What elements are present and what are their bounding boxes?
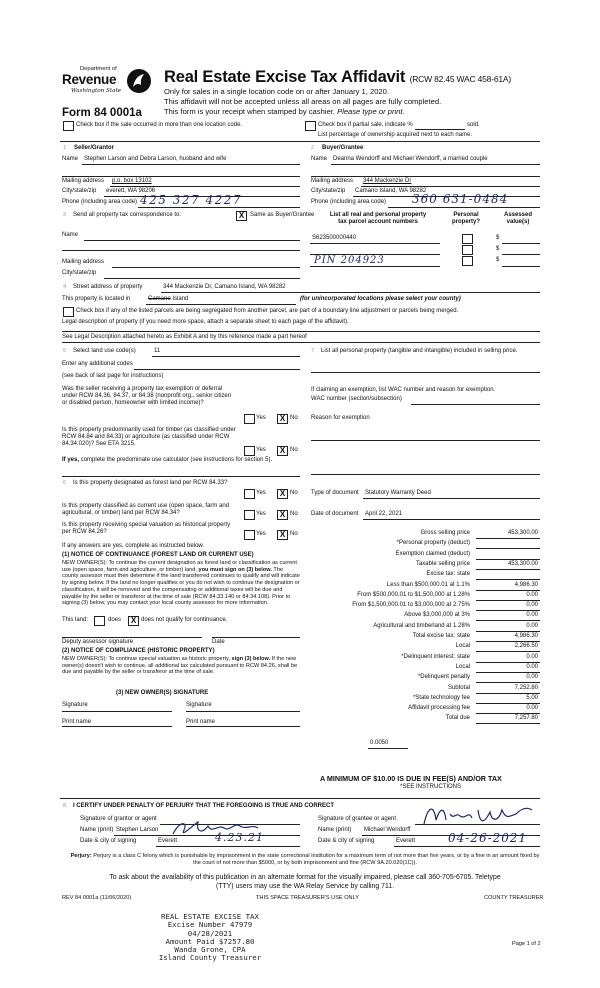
tax-row-value[interactable]: 7,252.80 xyxy=(514,684,538,691)
q-timber-note-text: complete the predominate use calculator (see instructions for section 5). xyxy=(80,457,273,463)
q5-no-checkbox[interactable]: X xyxy=(277,530,288,540)
notice1-body-a: NEW OWNER(S): To continue the current designation as forest land or classification as current use (open space, farm and agriculture, or timber) land, xyxy=(62,560,297,573)
sec7-num: 7 xyxy=(311,348,315,354)
q5-yes-label: Yes xyxy=(256,531,266,537)
this-land-label: This land: xyxy=(62,617,89,623)
tax-row-line xyxy=(476,538,540,539)
doc-date-value[interactable]: April 22, 2021 xyxy=(365,511,403,517)
q5-no-label: No xyxy=(290,531,298,537)
certify-num: 8 xyxy=(63,803,67,809)
tax-row-value[interactable]: 0.00 xyxy=(526,591,538,598)
page-number: Page 1 of 2 xyxy=(512,941,541,947)
tax-row-line xyxy=(476,579,540,580)
notice1-title: (1) NOTICE OF CONTINUANCE (FOREST LAND OR CURRENT USE) xyxy=(62,552,254,558)
tax-row-value[interactable]: 0.00 xyxy=(526,653,538,660)
seller-mail[interactable]: p.o. box 13102 xyxy=(112,178,152,184)
notice3-title: (3) NEW OWNER(S) SIGNATURE xyxy=(116,690,209,696)
tax-row-value[interactable]: 0.00 xyxy=(526,602,538,609)
seller-name[interactable]: Stephen Larson and Debra Larson, husband and wife xyxy=(84,156,227,162)
parcel-header-3 xyxy=(496,212,540,226)
seller-city-label: City/state/zip xyxy=(62,188,97,194)
grantee-date-label: Date & city of signing xyxy=(318,838,375,844)
stamp-line-5: Wanda Grone, CPA xyxy=(174,945,246,955)
tax-row-label: Exemption claimed (deduct) xyxy=(395,550,470,557)
tax-row-line xyxy=(476,693,540,694)
tax-row-label: Total due xyxy=(445,715,470,722)
notice1-body-b: you must sign on (3) below. xyxy=(198,566,272,573)
personal-prop-label: List all personal property (tangible and intangible) included in selling price. xyxy=(321,348,518,354)
tax-row-value[interactable]: 0.00 xyxy=(526,622,538,629)
tax-row-label: *Personal property (deduct) xyxy=(396,540,470,547)
grantee-city[interactable]: Everett xyxy=(396,838,416,844)
stamp-line-3: 04/28/2021 xyxy=(187,928,233,938)
q3-yes-label: Yes xyxy=(256,490,266,496)
wac-label: WAC number (section/subsection) xyxy=(311,396,402,402)
personal-prop-checkbox-3[interactable] xyxy=(462,256,473,266)
grantee-name[interactable]: Michael Wendorff xyxy=(364,827,411,833)
tax-row-value[interactable]: 4,986.30 xyxy=(514,581,538,588)
seller-phone[interactable]: 425 327 4227 xyxy=(140,193,242,207)
certify-heading: I CERTIFY UNDER PENALTY OF PERJURY THAT THE FOREGOING IS TRUE AND CORRECT xyxy=(73,803,335,809)
personal-prop-checkbox-2[interactable] xyxy=(462,245,473,255)
assessed-dollar-1: $ xyxy=(496,235,500,241)
seller-name-label: Name xyxy=(62,156,79,162)
seller-num: 1 xyxy=(63,145,67,151)
tax-row-line xyxy=(476,569,540,570)
stamp-line-1: REAL ESTATE EXCISE TAX xyxy=(161,912,259,921)
q2-no-checkbox[interactable]: X xyxy=(277,446,288,456)
buyer-city[interactable]: Camano Island, WA 98282 xyxy=(355,188,427,194)
q1-no-label: No xyxy=(290,415,298,421)
grantor-name-label: Name (print) xyxy=(80,827,114,833)
does-not-label: does not qualify for continuance. xyxy=(141,617,228,623)
new-owner-sig-1: Signature xyxy=(62,702,88,708)
revenue-logo xyxy=(62,66,154,106)
deputy-date-label: Date xyxy=(212,639,225,645)
notice2-title: (2) NOTICE OF COMPLIANCE (HISTORIC PROPERTY) xyxy=(62,648,215,654)
located-note: (for unincorporated locations please select your county) xyxy=(300,296,461,302)
same-as-buyer-label: Same as Buyer/Grantee xyxy=(250,212,315,218)
segregated-label: Check box if any of the listed parcels are being segregated from another parcel, are part of a boundary line adjustment or parcels being merged. xyxy=(76,308,459,314)
q-timber-note xyxy=(62,457,292,464)
tax-row-line xyxy=(476,651,540,652)
landuse-label: Select land use code(s) xyxy=(73,348,136,354)
tax-row-line xyxy=(476,548,540,549)
buyer-num: 2 xyxy=(311,145,315,151)
perjury-body: Perjury is a class C felony which is punishable by imprisonment in the state correctional institution for a maximum term of not more than five years, or by a fine in an amount fixed by the court of not more than $5000, or by both imprisonment and fine (RCW 9A.20.020(1C)). xyxy=(93,853,540,866)
deputy-sig-label: Deputy assessor signature xyxy=(62,639,134,645)
tax-row-label: Agricultural and timberland at 1.28% xyxy=(373,622,470,629)
county-treasurer: COUNTY TREASURER xyxy=(484,895,544,901)
stamp-line-6: Island County Treasurer xyxy=(158,953,262,963)
grantee-date[interactable]: 04-26-2021 xyxy=(448,831,528,845)
legal-value[interactable]: See Legal Description attached hereto as Exhibit A and by this reference made a part hereof xyxy=(62,334,307,340)
notice2-body-a: NEW OWNER(S): To continue special valuation as historic property, xyxy=(62,656,230,662)
tax-row-line xyxy=(476,713,540,714)
grantor-date[interactable]: 4.23.21 xyxy=(215,831,264,844)
grantee-name-label: Name (print) xyxy=(318,827,352,833)
legal-label: Legal description of property (if you need more space, attach a separate sheet to each page of the affidavit). xyxy=(62,319,349,325)
stamp-line-4: Amount Paid $7257.80 xyxy=(165,936,255,946)
buyer-mail[interactable]: 344 Mackenzie Dr xyxy=(363,178,412,184)
landuse-num: 5 xyxy=(63,348,67,354)
addl-codes-label: Enter any additional codes xyxy=(62,361,133,367)
tax-row-line xyxy=(476,610,540,611)
q-timber-note-b: If yes, xyxy=(62,457,80,463)
assessed-dollar-2: $ xyxy=(496,246,500,252)
grantee-sig-label: Signature of grantee or agent xyxy=(318,816,397,822)
tax-row-value[interactable]: 2,266.50 xyxy=(514,643,538,650)
new-owner-sig-2: Signature xyxy=(186,702,212,708)
does-not-checkbox[interactable]: X xyxy=(128,616,139,626)
q1-no-checkbox[interactable]: X xyxy=(277,414,288,424)
tax-row-value[interactable]: 4,986.30 xyxy=(514,633,538,639)
q-timber: Is this property predominantly used for timber (as classified under RCW 84.84 and 84.33) or agriculture (as classified under RCW 84.34.020)? See ETA 3215. xyxy=(62,427,236,447)
street-label: Street address of property xyxy=(73,284,143,290)
q4-yes-checkbox[interactable] xyxy=(244,510,255,520)
notice1-body xyxy=(62,560,300,607)
tax-row-line xyxy=(476,559,540,560)
form-number: Form 84 0001a xyxy=(62,107,142,119)
q-forest: Is this property designated as forest land per RCW 84.33? xyxy=(73,480,228,486)
tax-row-label: *Delinquent penalty xyxy=(417,674,470,681)
tax-row-line xyxy=(476,703,540,704)
local-rate[interactable]: 0.0050 xyxy=(370,740,389,746)
q2-no-label: No xyxy=(290,447,298,453)
located-label: This property is located in xyxy=(62,296,131,302)
parcel-acct-2[interactable]: PIN 204923 xyxy=(314,255,385,266)
buyer-name[interactable]: Deanna Wendorff and Michael Wendorff, a married couple xyxy=(333,156,488,162)
tax-row-value[interactable]: 5.00 xyxy=(526,694,538,701)
tax-row-label: Local xyxy=(455,663,470,670)
perjury-bold: Perjury: xyxy=(70,853,92,859)
q2-yes-label: Yes xyxy=(256,447,266,453)
tax-row-line xyxy=(476,631,540,632)
form-title xyxy=(164,68,511,87)
assessed-dollar-3: $ xyxy=(496,257,500,263)
q4-yes-label: Yes xyxy=(256,511,266,517)
form-title-text: Real Estate Excise Tax Affidavit xyxy=(164,68,406,86)
personal-prop-checkbox-1[interactable] xyxy=(462,234,473,244)
buyer-name-label: Name xyxy=(311,156,328,162)
tax-row-label: Total excise tax: state xyxy=(412,633,470,639)
does-label: does xyxy=(108,617,122,623)
buyer-mail-label: Mailing address xyxy=(311,178,354,184)
buyer-city-label: City/state/zip xyxy=(311,188,346,194)
tax-row-line xyxy=(476,641,540,642)
corr-label: Send all property tax correspondence to: xyxy=(73,212,182,218)
tax-row-label: From $500,000.01 to $1,500,000 at 1.28% xyxy=(357,591,470,598)
q3-yes-checkbox[interactable] xyxy=(244,489,255,499)
does-checkbox[interactable] xyxy=(94,616,105,626)
multi-location-checkbox[interactable] xyxy=(63,121,74,131)
same-as-buyer-checkbox[interactable]: X xyxy=(236,211,247,221)
minimum-see: *SEE INSTRUCTIONS xyxy=(400,784,462,790)
partial-pct-line[interactable] xyxy=(415,129,465,130)
doc-date-label: Date of document xyxy=(311,511,359,517)
parcel-h3b: value(s) xyxy=(506,218,530,225)
q5-yes-checkbox[interactable] xyxy=(244,530,255,540)
dept-line2: Revenue xyxy=(62,72,117,87)
multi-location-label: Check box if the sale occurred in more than one location code. xyxy=(76,122,243,128)
form-title-ref: (RCW 82.45 WAC 458-61A) xyxy=(409,74,511,84)
q4-no-checkbox[interactable]: X xyxy=(277,510,288,520)
q-historic: Is this property receiving special valuation as historical property per RCW 84.26? xyxy=(62,522,231,535)
partial-sale-label: Check box if partial sale, indicate % xyxy=(318,122,413,128)
q2-yes-checkbox[interactable] xyxy=(244,446,255,456)
buyer-phone-label: Phone (including area code) xyxy=(311,199,387,205)
sec6-num: 6 xyxy=(63,480,67,486)
corr-mail-label: Mailing address xyxy=(62,259,105,265)
minimum-notice: A MINIMUM OF $10.00 IS DUE IN FEE(S) AND/OR TAX xyxy=(320,774,502,783)
segregated-checkbox[interactable] xyxy=(63,307,74,317)
corr-name-label: Name xyxy=(62,232,79,238)
q4-no-label: No xyxy=(290,511,298,517)
dept-line1: Department of xyxy=(80,66,117,72)
tax-row-line xyxy=(476,590,540,591)
tax-row-label: *State technology fee xyxy=(412,694,470,701)
alt-format-2: (TTY) users may use the WA Relay Service by calling 711. xyxy=(215,883,395,890)
buyer-heading: Buyer/Grantee xyxy=(322,145,364,151)
notice1-body-c: The county assessor must then determine if the land transferred continues to qualify and will indicate by signing below. If the land no longer qualifies or you do not wish to continue the designation or classification, it will be removed and the compensating or additional taxes will be due and payable by the seller or transferor at the time of sale (RCW 84.33.140 or 84.34.108). Prior to signing (3) below, you may contact your local county assessor for more information. xyxy=(62,566,300,607)
tax-row-line xyxy=(476,600,540,601)
tax-row-label: Subtotal xyxy=(447,684,470,691)
parcel-h2b: property? xyxy=(451,218,480,225)
parcel-h1b: tax parcel account numbers xyxy=(338,218,418,225)
partial-sale-checkbox[interactable] xyxy=(305,121,316,131)
tax-row-line xyxy=(476,682,540,683)
header-line3-a: This form is your receipt when stamped by cashier. xyxy=(164,107,335,116)
header-line3-b: Please type or print. xyxy=(337,107,405,116)
seller-city[interactable]: everett, WA 98206 xyxy=(106,188,156,194)
see-instructions-label: (see back of last page for instructions) xyxy=(62,373,164,379)
tax-row-value[interactable]: 7,257.80 xyxy=(514,715,538,722)
corr-num: 3 xyxy=(63,212,67,218)
buyer-phone[interactable]: 360 631-0484 xyxy=(412,192,509,206)
located-value[interactable] xyxy=(148,296,188,303)
tax-row-value[interactable]: 0.00 xyxy=(526,612,538,619)
tax-row-label: Affidavit processing fee xyxy=(408,705,470,712)
notice2-body-b: sign (3) below. xyxy=(231,656,271,662)
street-value[interactable]: 344 Mackenzie Dr, Camano Island, WA 98282 xyxy=(163,284,286,290)
notice2-body-c: If the new owner(s) doesn't wish to continue, all additional tax calculated pursuant to RCW 84.26, shall be due and payable by the seller or transferor at the time of sale. xyxy=(62,656,298,676)
tax-row-value[interactable]: 0.00 xyxy=(526,663,538,670)
stamp-line-2: Excise Number 47979 xyxy=(167,920,253,930)
tax-row-line xyxy=(476,672,540,673)
tax-row-line xyxy=(476,723,540,724)
q3-no-label: No xyxy=(290,490,298,496)
grantor-sig-label: Signature of grantor or agent xyxy=(80,816,157,822)
partial-sold-label: sold. xyxy=(467,122,480,128)
perjury-text xyxy=(70,853,540,866)
doc-type-label: Type of document xyxy=(311,490,359,496)
grantee-signature xyxy=(420,800,540,830)
seller-mail-label: Mailing address xyxy=(62,178,105,184)
new-owner-print-2: Print name xyxy=(186,719,216,725)
tax-row-label: Taxable selling price xyxy=(415,560,470,567)
treasurer-stamp xyxy=(140,913,280,963)
q-current-use: Is this property classified as current use (open space, farm and agricultural, or timber) land per RCW 84.34? xyxy=(62,503,230,516)
if-any-yes: If any answers are yes, complete as instructed below. xyxy=(62,543,205,549)
tax-row-value[interactable]: 453,300.00 xyxy=(507,530,538,536)
q1-yes-checkbox[interactable] xyxy=(244,414,255,424)
tax-row-value[interactable]: 453,300.00 xyxy=(507,560,538,567)
tax-row-label: From $1,500,000.01 to $3,000,000 at 2.75% xyxy=(352,602,470,609)
parcel-header-2 xyxy=(444,212,488,226)
grantor-name[interactable]: Stephen Larson xyxy=(116,827,159,833)
parcel-header-1 xyxy=(318,212,438,226)
reason-label: Reason for exemption xyxy=(311,415,370,421)
list-pct-label: List percentage of ownership acquired next to each name. xyxy=(318,132,473,138)
tax-row-label: *Delinquent interest: state xyxy=(401,653,470,660)
new-owner-print-1: Print name xyxy=(62,719,92,725)
corr-city-label: City/state/zip xyxy=(62,270,97,276)
q3-no-checkbox[interactable]: X xyxy=(277,489,288,499)
seller-heading: Seller/Grantor xyxy=(74,145,115,151)
tax-row-label: Excise tax: state xyxy=(426,571,470,578)
doc-type-value[interactable]: Statutory Warranty Deed xyxy=(365,490,431,496)
rev-number: REV 84 0001a (11/06/2020) xyxy=(62,895,132,901)
notice2-body xyxy=(62,656,300,676)
landuse-value[interactable]: 11 xyxy=(154,348,161,354)
revenue-logo-icon xyxy=(126,68,152,94)
located-struck: Camano xyxy=(148,296,171,302)
grantor-city[interactable]: Everett xyxy=(158,838,178,844)
grantor-date-label: Date & city of signing xyxy=(80,838,137,844)
tax-row-label: Gross selling price xyxy=(420,530,470,536)
parcel-h1: List all real and personal property xyxy=(329,212,427,218)
parcel-h2: Personal xyxy=(453,212,479,218)
loc-num: 4 xyxy=(63,284,67,290)
parcel-h3: Assessed xyxy=(503,212,533,218)
dept-line3: Washington State xyxy=(71,88,122,94)
q1-yes-label: Yes xyxy=(256,415,266,421)
header-line3 xyxy=(164,108,405,117)
seller-phone-label: Phone (including area code) xyxy=(62,199,138,205)
exemption-label: If claiming an exemption, list WAC number and reason for exemption. xyxy=(311,387,496,393)
header-line1: Only for sales in a single location code on or after January 1, 2020. xyxy=(164,87,389,96)
tax-row-line xyxy=(476,662,540,663)
q-exemption: Was the seller receiving a property tax exemption or deferral under RCW 84.36, 84.37, or 84.38 (nonprofit org., senior citizen or disabled person, homeowner with limited income)? xyxy=(62,386,232,406)
parcel-acct-1[interactable]: S623500000440 xyxy=(312,235,357,241)
treasurer-only: THIS SPACE TREASURER'S USE ONLY xyxy=(256,895,360,901)
tax-row-value[interactable]: 0.00 xyxy=(526,705,538,712)
tax-row-label: Above $3,000,000 at 3% xyxy=(404,612,470,619)
header-line2: This affidavit will not be accepted unless all areas on all pages are fully completed. xyxy=(164,97,442,106)
tax-row-line xyxy=(476,620,540,621)
tax-row-value[interactable]: 0.00 xyxy=(526,674,538,681)
located-value-text: Island xyxy=(172,296,189,302)
alt-format-1: To ask about the availability of this publication in an alternate format for the visually impaired, please call 360-705-6705. Teletype xyxy=(109,874,501,881)
tax-row-label: Less than $500,000.01 at 1.1% xyxy=(386,581,470,588)
tax-row-label: Local xyxy=(455,643,470,650)
